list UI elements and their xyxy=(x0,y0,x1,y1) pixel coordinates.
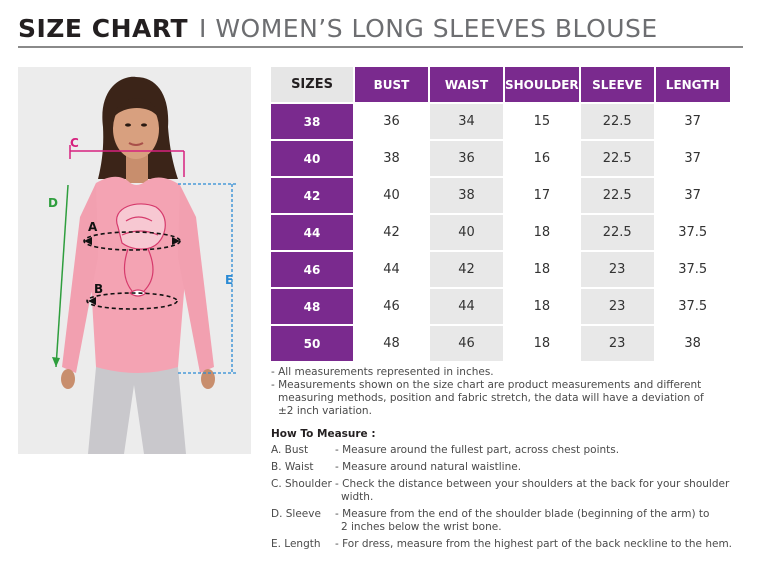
table-row xyxy=(271,215,730,250)
cell-size: 38 xyxy=(271,104,353,139)
table-row xyxy=(271,141,730,176)
how-to-key: B. Waist xyxy=(271,461,314,473)
note-line: - All measurements represented in inches. xyxy=(271,366,494,378)
note-line: - Measurements shown on the size chart are product measurements and different xyxy=(271,379,702,391)
cell-shoulder: 15 xyxy=(505,104,579,139)
size-table xyxy=(269,65,732,363)
how-to-measure-list xyxy=(271,444,751,555)
cell-size: 42 xyxy=(271,178,353,213)
cell-waist: 38 xyxy=(430,178,503,213)
cell-sleeve: 23 xyxy=(581,252,654,287)
title-rule xyxy=(18,46,743,48)
cell-bust: 46 xyxy=(355,289,428,324)
how-to-item-sleeve xyxy=(271,508,751,534)
measurement-notes xyxy=(271,366,741,418)
header-shoulder: SHOULDER xyxy=(505,67,579,102)
cell-sleeve: 22.5 xyxy=(581,215,654,250)
cell-sleeve: 22.5 xyxy=(581,141,654,176)
label-e: E xyxy=(225,273,234,287)
cell-bust: 36 xyxy=(355,104,428,139)
cell-length: 37.5 xyxy=(656,252,730,287)
table-row xyxy=(271,178,730,213)
cell-waist: 44 xyxy=(430,289,503,324)
label-d: D xyxy=(48,196,58,210)
how-to-text: - Measure from the end of the shoulder blade (beginning of the arm) to xyxy=(335,508,710,520)
how-to-item-bust xyxy=(271,444,751,457)
cell-shoulder: 16 xyxy=(505,141,579,176)
measurement-diagram xyxy=(18,67,251,454)
how-to-text: - Check the distance between your shoulders at the back for your shoulder xyxy=(335,478,730,490)
how-to-text: - Measure around the fullest part, across chest points. xyxy=(335,444,620,456)
how-to-key: D. Sleeve xyxy=(271,508,321,520)
cell-bust: 44 xyxy=(355,252,428,287)
table-row xyxy=(271,289,730,324)
table-header-row xyxy=(271,67,730,102)
cell-shoulder: 18 xyxy=(505,289,579,324)
cell-length: 37.5 xyxy=(656,215,730,250)
page-title: SIZE CHART xyxy=(18,14,189,43)
cell-length: 37 xyxy=(656,141,730,176)
note-line: ±2 inch variation. xyxy=(278,405,372,417)
table-row xyxy=(271,252,730,287)
cell-bust: 42 xyxy=(355,215,428,250)
model-figure xyxy=(18,67,251,454)
cell-bust: 38 xyxy=(355,141,428,176)
label-b: B xyxy=(94,282,104,296)
cell-size: 48 xyxy=(271,289,353,324)
cell-bust: 48 xyxy=(355,326,428,361)
label-c: C xyxy=(70,136,79,150)
cell-bust: 40 xyxy=(355,178,428,213)
cell-shoulder: 18 xyxy=(505,326,579,361)
how-to-key: C. Shoulder xyxy=(271,478,332,490)
label-a: A xyxy=(88,220,98,234)
how-to-text: 2 inches below the wrist bone. xyxy=(341,521,502,533)
how-to-text: width. xyxy=(341,491,374,503)
cell-waist: 46 xyxy=(430,326,503,361)
cell-sleeve: 23 xyxy=(581,326,654,361)
cell-length: 38 xyxy=(656,326,730,361)
cell-length: 37 xyxy=(656,178,730,213)
header-sizes: SIZES xyxy=(271,67,353,102)
how-to-item-shoulder xyxy=(271,478,751,504)
table-row xyxy=(271,326,730,361)
page-subtitle: I WOMEN’S LONG SLEEVES BLOUSE xyxy=(199,14,658,43)
cell-waist: 36 xyxy=(430,141,503,176)
cell-sleeve: 23 xyxy=(581,289,654,324)
cell-sleeve: 22.5 xyxy=(581,104,654,139)
how-to-key: E. Length xyxy=(271,538,321,550)
cell-size: 44 xyxy=(271,215,353,250)
cell-size: 46 xyxy=(271,252,353,287)
how-to-item-waist xyxy=(271,461,751,474)
header-bust: BUST xyxy=(355,67,428,102)
cell-length: 37 xyxy=(656,104,730,139)
cell-size: 50 xyxy=(271,326,353,361)
cell-waist: 34 xyxy=(430,104,503,139)
cell-shoulder: 18 xyxy=(505,215,579,250)
how-to-text: - Measure around natural waistline. xyxy=(335,461,522,473)
note-line: measuring methods, position and fabric stretch, the data will have a deviation of xyxy=(278,392,704,404)
cell-size: 40 xyxy=(271,141,353,176)
neck-shape xyxy=(126,155,148,183)
cell-shoulder: 17 xyxy=(505,178,579,213)
table-row xyxy=(271,104,730,139)
how-to-text: - For dress, measure from the highest part of the back neckline to the hem. xyxy=(335,538,733,550)
header-sleeve: SLEEVE xyxy=(581,67,654,102)
how-to-measure-title: How To Measure : xyxy=(271,428,376,440)
cell-length: 37.5 xyxy=(656,289,730,324)
cell-shoulder: 18 xyxy=(505,252,579,287)
cell-waist: 40 xyxy=(430,215,503,250)
cell-waist: 42 xyxy=(430,252,503,287)
how-to-key: A. Bust xyxy=(271,444,309,456)
cell-sleeve: 22.5 xyxy=(581,178,654,213)
header xyxy=(18,10,743,48)
header-length: LENGTH xyxy=(656,67,730,102)
how-to-item-length xyxy=(271,538,751,551)
header-waist: WAIST xyxy=(430,67,503,102)
